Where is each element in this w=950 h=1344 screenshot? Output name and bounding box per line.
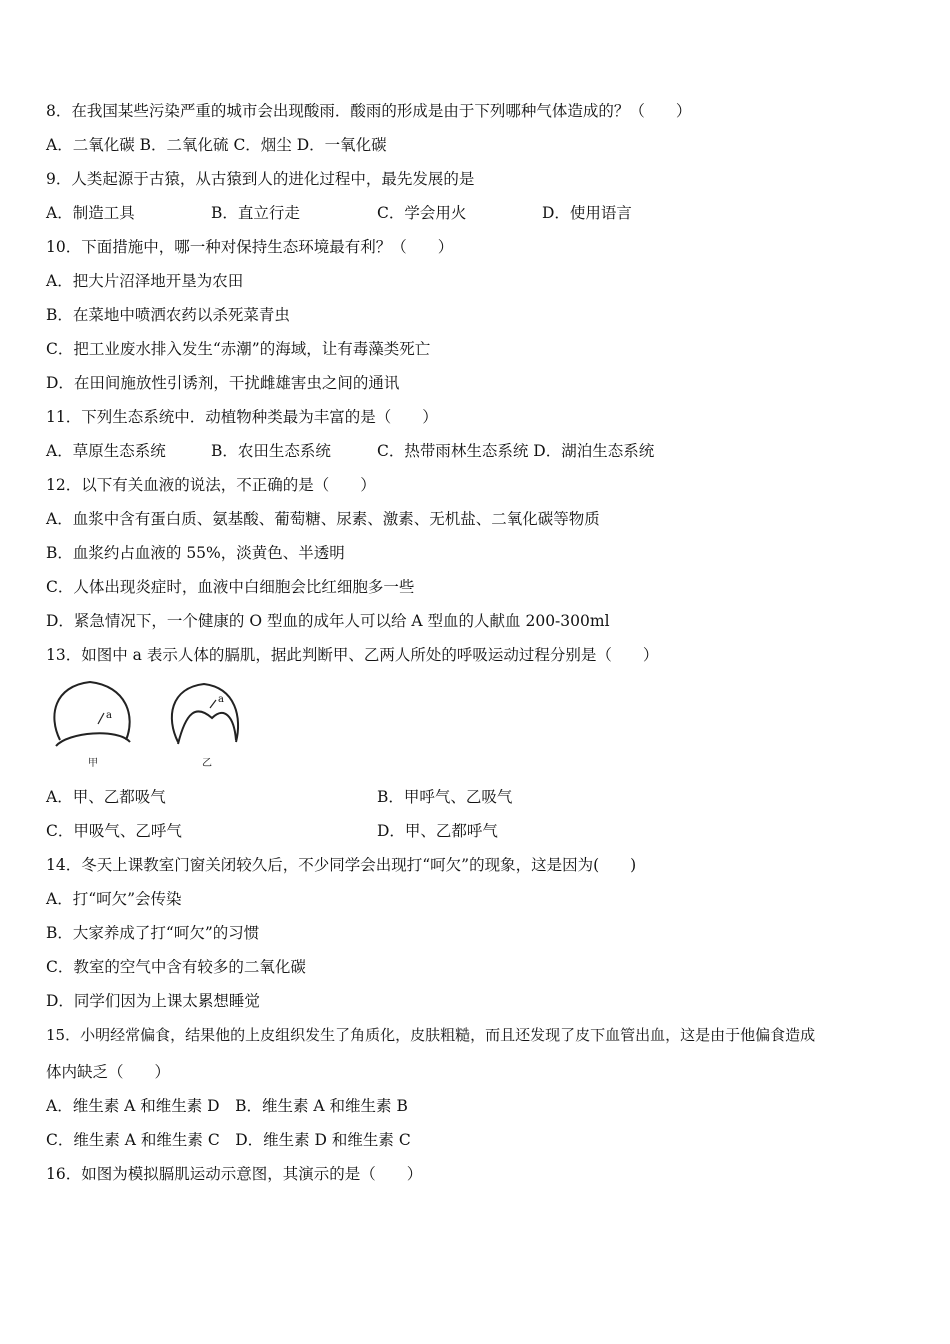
question-11-stem: 11．下列生态系统中．动植物种类最为丰富的是（ ） <box>46 408 438 426</box>
question-9-option-c: C．学会用火 <box>377 204 467 222</box>
question-8-options: A．二氧化碳 B．二氧化硫 C．烟尘 D．一氧化碳 <box>46 136 387 154</box>
figure-caption-yi: 乙 <box>202 758 212 769</box>
question-10-option-b: B．在菜地中喷洒农药以杀死菜青虫 <box>46 306 290 324</box>
question-14-option-c: C．教室的空气中含有较多的二氧化碳 <box>46 958 306 976</box>
question-9-option-d: D．使用语言 <box>542 204 632 222</box>
question-12-option-a: A．血浆中含有蛋白质、氨基酸、葡萄糖、尿素、激素、无机盐、二氧化碳等物质 <box>46 510 600 528</box>
question-13-option-d: D．甲、乙都呼气 <box>377 822 498 840</box>
diaphragm-jia <box>56 733 130 746</box>
chest-outline-jia <box>54 682 129 740</box>
question-13-option-b: B．甲呼气、乙吸气 <box>377 788 513 806</box>
question-14-option-a: A．打“呵欠”会传染 <box>46 890 182 908</box>
question-10-option-a: A．把大片沼泽地开垦为农田 <box>46 272 244 290</box>
question-15-stem-line-1: 15．小明经常偏食，结果他的上皮组织发生了角质化，皮肤粗糙，而且还发现了皮下血管出血，这是由于他偏食造成 <box>46 1026 816 1044</box>
question-10-stem: 10．下面措施中，哪一种对保持生态环境最有利？（ ） <box>46 238 454 256</box>
question-14-stem: 14．冬天上课教室门窗关闭较久后，不少同学会出现打“呵欠”的现象，这是因为( ) <box>46 856 637 874</box>
diaphragm-figure <box>46 678 246 770</box>
question-12-option-d: D．紧急情况下，一个健康的 O 型血的成年人可以给 A 型血的人献血 200-300ml <box>46 612 610 630</box>
question-14-option-d: D．同学们因为上课太累想睡觉 <box>46 992 260 1010</box>
pointer-line-jia <box>98 713 104 724</box>
question-13-option-a: A．甲、乙都吸气 <box>46 788 166 806</box>
question-9-option-a: A．制造工具 <box>46 204 135 222</box>
question-11-option-b: B．农田生态系统 <box>211 442 331 460</box>
question-10-option-d: D．在田间施放性引诱剂，干扰雌雄害虫之间的通讯 <box>46 374 400 392</box>
question-12-stem: 12．以下有关血液的说法，不正确的是（ ） <box>46 476 376 494</box>
question-11-option-a: A．草原生态系统 <box>46 442 166 460</box>
question-15-options-line-2: C．维生素 A 和维生素 C D．维生素 D 和维生素 C <box>46 1131 411 1149</box>
question-16-stem: 16．如图为模拟膈肌运动示意图，其演示的是（ ） <box>46 1165 423 1183</box>
question-15-options-line-1: A．维生素 A 和维生素 D B．维生素 A 和维生素 B <box>46 1097 408 1115</box>
figure-caption-jia: 甲 <box>88 758 98 769</box>
question-8-stem: 8．在我国某些污染严重的城市会出现酸雨．酸雨的形成是由于下列哪种气体造成的？（ ） <box>46 102 692 120</box>
question-12-option-b: B．血浆约占血液的 55%，淡黄色、半透明 <box>46 544 345 562</box>
question-13-stem: 13．如图中 a 表示人体的膈肌，据此判断甲、乙两人所处的呼吸运动过程分别是（ ） <box>46 646 659 664</box>
question-15-stem-line-2: 体内缺乏（ ） <box>46 1063 171 1081</box>
question-12-option-c: C．人体出现炎症时，血液中白细胞会比红细胞多一些 <box>46 578 415 596</box>
diaphragm-diagram <box>46 678 246 758</box>
question-10-option-c: C．把工业废水排入发生“赤潮”的海域，让有毒藻类死亡 <box>46 340 431 358</box>
question-9-option-b: B．直立行走 <box>211 204 300 222</box>
diaphragm-yi <box>178 711 236 744</box>
question-9-stem: 9．人类起源于古猿，从古猿到人的进化过程中，最先发展的是 <box>46 170 475 188</box>
diaphragm-marker-yi: a <box>218 694 224 705</box>
pointer-line-yi <box>210 700 216 708</box>
diaphragm-marker-jia: a <box>106 710 112 721</box>
question-11-option-cd: C．热带雨林生态系统 D．湖泊生态系统 <box>377 442 655 460</box>
question-13-option-c: C．甲吸气、乙呼气 <box>46 822 182 840</box>
question-14-option-b: B．大家养成了打“呵欠”的习惯 <box>46 924 260 942</box>
